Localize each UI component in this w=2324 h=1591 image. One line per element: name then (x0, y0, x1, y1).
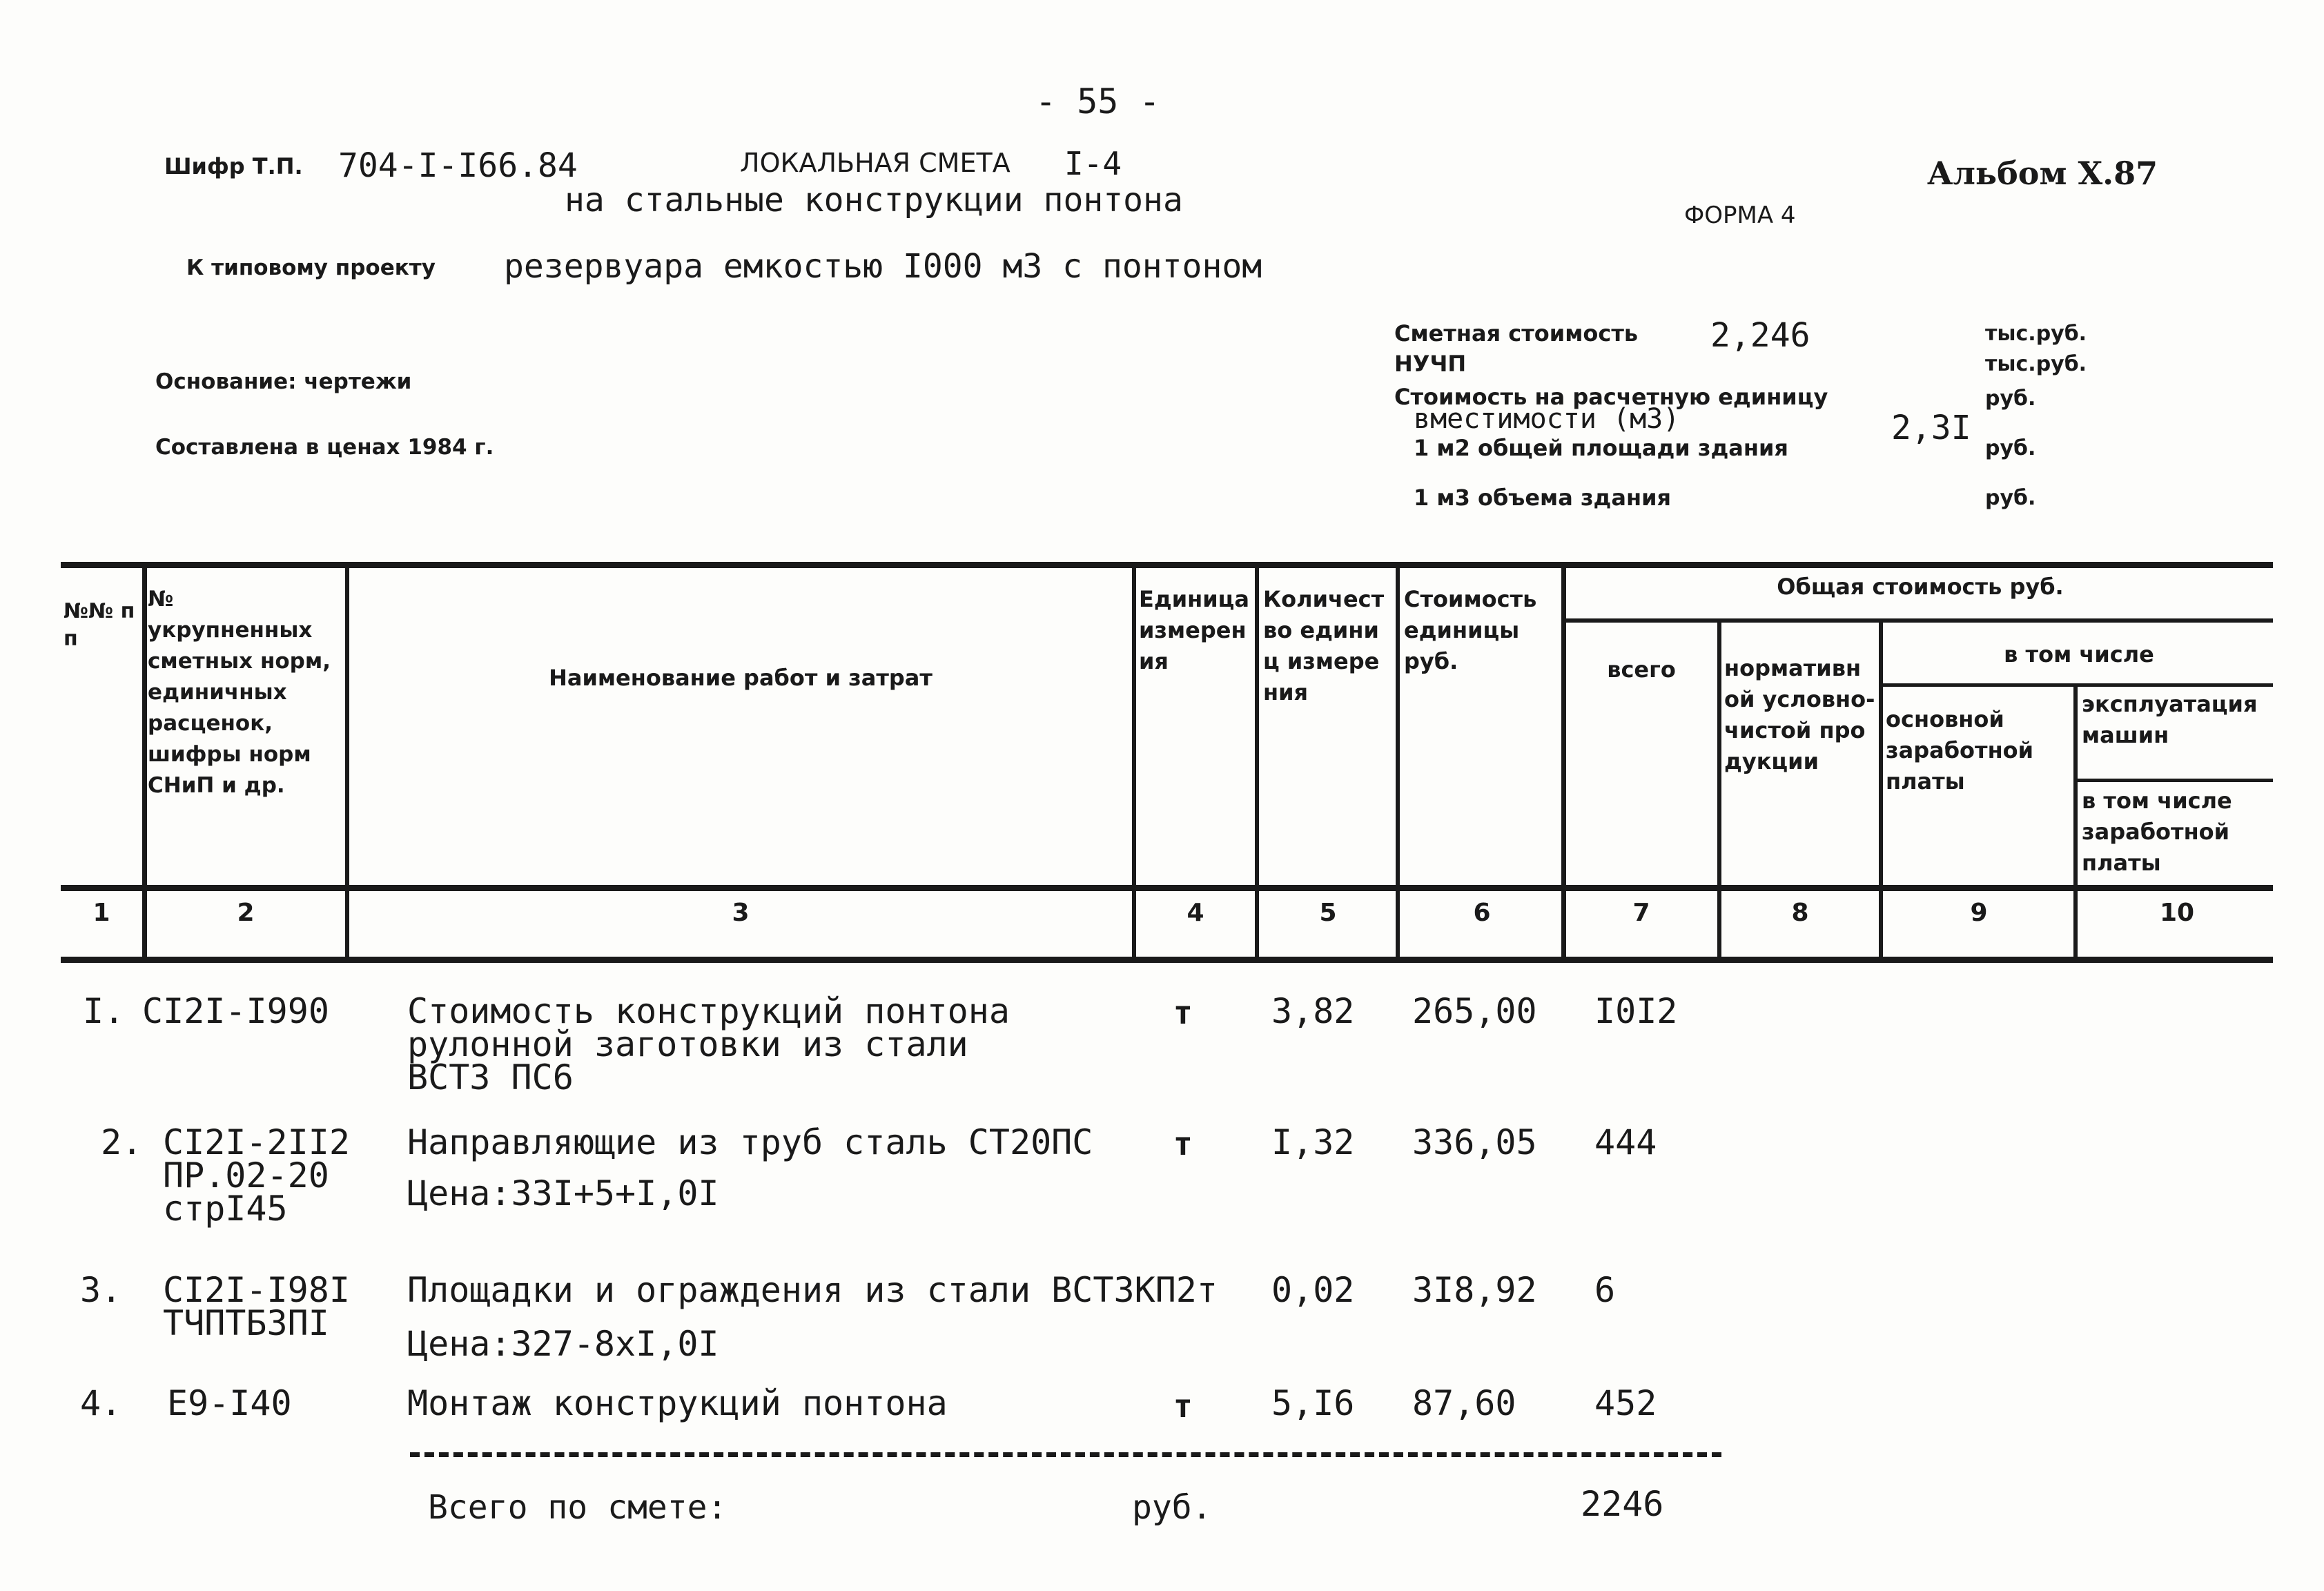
col-line-8 (1879, 620, 1883, 962)
table-row-3-name-line-2: Цена:327-8хI,0I (407, 1324, 719, 1364)
header-col-9: основной заработной платы (1886, 706, 2034, 794)
nuchp-label: НУЧП (1394, 351, 1467, 377)
col-line-9 (2073, 685, 2078, 962)
cost-label: Сметная стоимость (1394, 320, 1639, 346)
area-label: 1 м2 общей площади здания (1414, 435, 1788, 461)
cost-value: 2,246 (1710, 316, 1810, 355)
table-row-1-num: I. (83, 991, 125, 1031)
grand-total-label: Всего по смете: (428, 1488, 728, 1527)
table-row-1-name-line-3: ВСТ3 ПС6 (407, 1057, 574, 1097)
table-row-2-total: 444 (1594, 1122, 1657, 1162)
table-row-1-unit: т (1173, 994, 1193, 1031)
doc-title: ЛОКАЛЬНАЯ СМЕТА (740, 148, 1010, 178)
capacity-label: вместимости (м3) (1414, 403, 1680, 435)
prices: Составлена в ценах 1984 г. (155, 435, 494, 460)
header-col-10: эксплуатация машин (2082, 691, 2258, 748)
table-row-4-price: 87,60 (1412, 1383, 1516, 1423)
table-row-3-name-line-1: Площадки и ограждения из стали ВСТ3КП2т (407, 1270, 1218, 1310)
cost-unit: тыс.руб. (1985, 322, 2087, 346)
col-number-5: 5 (1319, 899, 1337, 927)
per-unit-unit: руб. (1985, 387, 2036, 411)
col-number-9: 9 (1970, 899, 1988, 927)
table-row-4-qty: 5,I6 (1271, 1383, 1355, 1423)
volume-unit: руб. (1985, 486, 2036, 510)
col-line-3 (1132, 565, 1136, 962)
table-row-4-name-line-1: Монтаж конструкций понтона (407, 1383, 948, 1423)
cipher-value: 704-I-I66.84 (338, 146, 578, 185)
table-row-3-code-line-2: ТЧПТБ3ПI (163, 1303, 329, 1343)
table-row-2-qty: I,32 (1271, 1122, 1355, 1162)
table-row-1-price: 265,00 (1412, 991, 1537, 1031)
col-number-6: 6 (1473, 899, 1491, 927)
cipher-label: Шифр Т.П. (164, 153, 303, 179)
col-number-10: 10 (2159, 899, 2195, 927)
numbers-bottom-rule (61, 957, 2273, 963)
table-row-3-price: 3I8,92 (1412, 1270, 1537, 1310)
project-label: К типовому проекту (186, 255, 436, 280)
col-line-2 (345, 565, 349, 962)
table-row-4-total: 452 (1594, 1383, 1657, 1423)
table-row-2-code-line-2: ПР.02-20 (163, 1155, 329, 1195)
album: Альбом X.87 (1927, 155, 2158, 192)
table-row-2-price: 336,05 (1412, 1122, 1537, 1162)
doc-subtitle: на стальные конструкции понтона (565, 181, 1183, 219)
table-row-3-qty: 0,02 (1271, 1270, 1355, 1310)
header-col-7: всего (1607, 656, 1676, 683)
table-row-2-name-line-1: Направляющие из труб сталь СТ20ПС (407, 1122, 1093, 1162)
col-line-7 (1717, 620, 1721, 962)
col-number-8: 8 (1791, 899, 1809, 927)
table-row-2-num: 2. (101, 1122, 143, 1162)
total-group-rule (1565, 618, 2273, 623)
form-label: ФОРМА 4 (1684, 202, 1796, 229)
header-col-5: Количество единиц измерения (1263, 586, 1385, 705)
doc-number: I-4 (1064, 145, 1122, 182)
table-row-3-total: 6 (1594, 1270, 1616, 1310)
table-row-1-qty: 3,82 (1271, 991, 1355, 1031)
header-col-1: №№ п п (64, 599, 135, 651)
header-col-8: нормативной условно-чистой продукции (1724, 655, 1875, 774)
header-col-6: Стоимость единицы руб. (1404, 586, 1537, 674)
grand-total-unit: руб. (1132, 1488, 1212, 1527)
table-row-2-unit: т (1173, 1125, 1193, 1162)
table-row-4-num: 4. (80, 1383, 122, 1423)
grand-total-value: 2246 (1581, 1484, 1664, 1524)
table-row-2-name-line-2: Цена:33I+5+I,0I (407, 1173, 719, 1213)
col-number-1: 1 (92, 899, 110, 927)
capacity-value: 2,3I (1891, 409, 1971, 447)
table-row-1-code: CI2I-I990 (142, 991, 329, 1031)
col-number-2: 2 (237, 899, 255, 927)
table-row-4-code: Е9-I40 (167, 1383, 292, 1423)
header-col-2: № укрупненных сметных норм, единичных расценок, шифры норм СНиП и др. (148, 587, 331, 798)
volume-label: 1 м3 объема здания (1414, 485, 1672, 511)
header-col-3: Наименование работ и затрат (549, 665, 932, 691)
header-bottom-rule (61, 885, 2273, 891)
table-row-2-code-line-1: CI2I-2II2 (163, 1122, 350, 1162)
table-row-2-code-line-3: стрI45 (163, 1189, 288, 1229)
area-unit: руб. (1985, 436, 2036, 460)
table-top-rule (61, 562, 2273, 568)
col-line-4 (1255, 565, 1259, 962)
col-line-5 (1396, 565, 1400, 962)
table-row-4-unit: т (1173, 1387, 1193, 1425)
col-number-3: 3 (732, 899, 750, 927)
table-row-3-num: 3. (80, 1270, 122, 1310)
table-row-1-name-line-2: рулонной заготовки из стали (407, 1024, 968, 1064)
col-number-4: 4 (1187, 899, 1204, 927)
page-number: - 55 - (1035, 81, 1160, 121)
table-row-1-total: I0I2 (1594, 991, 1678, 1031)
header-col-4: Единица измерения (1139, 586, 1249, 674)
per-unit-label: Стоимость на расчетную единицу (1394, 384, 1828, 410)
project-value: резервуара емкостью I000 м3 с понтоном (504, 247, 1262, 286)
machines-rule (2076, 779, 2273, 782)
col-line-1 (142, 565, 147, 962)
table-row-1-name-line-1: Стоимость конструкций понтона (407, 991, 1010, 1031)
total-separator (410, 1452, 1721, 1457)
header-incl: в том числе (2004, 641, 2154, 667)
basis: Основание: чертежи (155, 369, 412, 394)
header-total-group: Общая стоимость руб. (1777, 574, 2064, 600)
nuchp-unit: тыс.руб. (1985, 352, 2087, 376)
col-number-7: 7 (1632, 899, 1650, 927)
col-line-6 (1561, 565, 1566, 962)
header-col-10b: в том числе заработной платы (2082, 788, 2232, 876)
table-row-3-code-line-1: CI2I-I98I (163, 1270, 350, 1310)
